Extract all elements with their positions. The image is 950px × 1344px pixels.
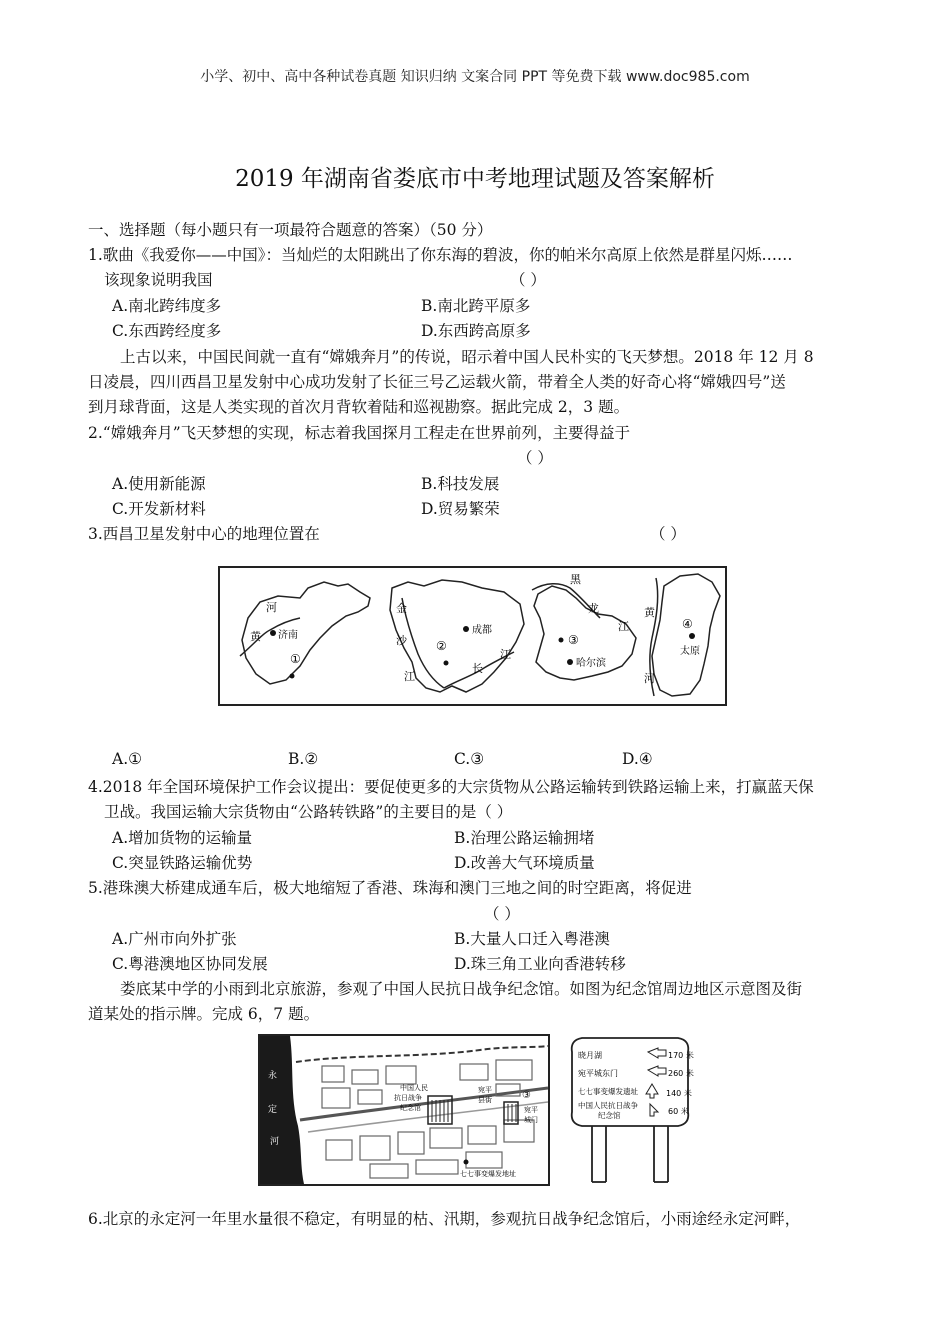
svg-text:②: ② — [436, 639, 447, 653]
q3-option-d: D.④ — [622, 750, 653, 768]
svg-text:黑: 黑 — [570, 573, 581, 586]
province-maps-figure — [218, 566, 727, 706]
q2-option-d: D.贸易繁荣 — [421, 500, 500, 518]
svg-text:城门: 城门 — [524, 1116, 538, 1124]
q1-stem-line2: 该现象说明我国 — [104, 271, 213, 289]
svg-text:抗日战争: 抗日战争 — [394, 1094, 422, 1102]
q1-stem-line1: 1.歌曲《我爱你——中国》：当灿烂的太阳跳出了你东海的碧波，你的帕米尔高原上依然是群星闪烁…… — [88, 246, 793, 264]
map-sichuan — [390, 580, 524, 692]
q4-stem-line2: 卫战。我国运输大宗货物由“公路转铁路”的主要目的是（ ） — [104, 803, 513, 821]
svg-text:纪念馆: 纪念馆 — [598, 1111, 621, 1120]
svg-text:③: ③ — [568, 633, 579, 647]
q5-option-a: A.广州市向外扩张 — [112, 930, 237, 948]
q4-option-a: A.增加货物的运输量 — [112, 829, 253, 847]
svg-text:龙: 龙 — [588, 602, 599, 615]
svg-text:中国人民: 中国人民 — [400, 1084, 428, 1092]
svg-text:江: 江 — [500, 648, 511, 661]
passage2-line1: 娄底某中学的小雨到北京旅游，参观了中国人民抗日战争纪念馆。如图为纪念馆周边地区示意图及街 — [120, 980, 803, 998]
q4-option-d: D.改善大气环境质量 — [454, 854, 595, 872]
q3-stem: 3.西昌卫星发射中心的地理位置在 — [88, 525, 320, 543]
svg-text:260 米: 260 米 — [668, 1069, 694, 1078]
svg-text:④: ④ — [682, 617, 693, 631]
q2-option-a: A.使用新能源 — [112, 475, 206, 493]
q1-answer-paren: （ ） — [510, 271, 546, 289]
q1-option-c: C.东西跨经度多 — [112, 322, 222, 340]
svg-text:永: 永 — [268, 1071, 278, 1081]
svg-text:140 米: 140 米 — [666, 1089, 692, 1098]
q2-stem: 2.“嫦娥奔月”飞天梦想的实现，标志着我国探月工程走在世界前列，主要得益于 — [88, 424, 631, 442]
svg-text:定: 定 — [268, 1105, 278, 1115]
section-heading: 一、选择题（每小题只有一项最符合题意的答案）（50 分） — [88, 221, 493, 239]
q3-option-c: C.③ — [454, 750, 485, 768]
q4-option-b: B.治理公路运输拥堵 — [454, 829, 595, 847]
q1-option-a: A.南北跨纬度多 — [112, 297, 222, 315]
page-title: 2019 年湖南省娄底市中考地理试题及答案解析 — [235, 166, 715, 192]
q2-option-c: C.开发新材料 — [112, 500, 206, 518]
street-signboard — [562, 1032, 698, 1184]
q1-option-d: D.东西跨高原多 — [421, 322, 531, 340]
q3-option-a: A.① — [112, 750, 143, 768]
svg-text:③: ③ — [522, 1090, 531, 1101]
q4-option-c: C.突显铁路运输优势 — [112, 854, 253, 872]
museum-area-map — [258, 1034, 550, 1186]
svg-text:宛平: 宛平 — [478, 1086, 492, 1094]
q5-option-b: B.大量人口迁入粤港澳 — [454, 930, 610, 948]
svg-text:纪念馆: 纪念馆 — [400, 1104, 421, 1112]
passage1-line3: 到月球背面，这是人类实现的首次月背软着陆和巡视勘察。据此完成 2，3 题。 — [88, 398, 630, 416]
map-heilongjiang — [532, 573, 636, 680]
q1-option-b: B.南北跨平原多 — [421, 297, 531, 315]
q5-option-d: D.珠三角工业向香港转移 — [454, 955, 626, 973]
q5-answer-paren: （ ） — [484, 905, 520, 923]
svg-text:①: ① — [290, 652, 301, 666]
q6-stem: 6.北京的永定河一年里水量很不稳定，有明显的枯、汛期，参观抗日战争纪念馆后，小雨途经永定河畔， — [88, 1210, 801, 1228]
passage1-line2: 日凌晨，四川西昌卫星发射中心成功发射了长征三号乙运载火箭，带着全人类的好奇心将“嫦娥四号”送 — [88, 373, 786, 391]
svg-text:中国人民抗日战争: 中国人民抗日战争 — [578, 1101, 638, 1110]
svg-text:金: 金 — [396, 602, 407, 615]
svg-text:60 米: 60 米 — [668, 1107, 689, 1116]
svg-text:河: 河 — [644, 672, 655, 685]
svg-text:黄: 黄 — [250, 630, 261, 643]
q4-stem-line1: 4.2018 年全国环境保护工作会议提出：要促使更多的大宗货物从公路运输转到铁路运输上来，打赢蓝天保 — [88, 778, 814, 796]
svg-text:沙: 沙 — [396, 634, 407, 647]
map-shandong — [240, 582, 370, 684]
svg-text:江: 江 — [404, 670, 415, 683]
page-header: 小学、初中、高中各种试卷真题 知识归纳 文案合同 PPT 等免费下载 www.doc985.com — [200, 69, 750, 85]
svg-text:太原: 太原 — [680, 646, 700, 657]
svg-text:河: 河 — [270, 1137, 280, 1147]
svg-text:七七事变爆发地址: 七七事变爆发地址 — [460, 1170, 516, 1178]
passage1-line1: 上古以来，中国民间就一直有“嫦娥奔月”的传说，昭示着中国人民朴实的飞天梦想。2018 年 12 月 8 — [120, 348, 814, 366]
svg-text:河: 河 — [266, 601, 277, 614]
svg-text:成都: 成都 — [472, 625, 492, 636]
svg-text:宛平城东门: 宛平城东门 — [578, 1069, 618, 1078]
signboard-svg — [562, 1032, 698, 1184]
svg-text:县街: 县街 — [478, 1096, 492, 1104]
q3-option-b: B.② — [288, 750, 319, 768]
q2-option-b: B.科技发展 — [421, 475, 500, 493]
museum-area-map-svg — [260, 1036, 548, 1184]
svg-text:长: 长 — [472, 662, 483, 675]
passage2-line2: 道某处的指示牌。完成 6，7 题。 — [88, 1005, 320, 1023]
q5-option-c: C.粤港澳地区协同发展 — [112, 955, 268, 973]
svg-text:晓月湖: 晓月湖 — [578, 1051, 602, 1060]
svg-text:七七事变爆发遗址: 七七事变爆发遗址 — [578, 1087, 638, 1096]
svg-text:宛平: 宛平 — [524, 1106, 538, 1114]
q3-answer-paren: （ ） — [650, 525, 686, 543]
svg-text:170 米: 170 米 — [668, 1051, 694, 1060]
map-shanxi — [644, 574, 720, 696]
svg-text:黄: 黄 — [644, 606, 655, 619]
province-maps-svg — [220, 568, 725, 704]
svg-text:江: 江 — [618, 620, 629, 633]
svg-text:哈尔滨: 哈尔滨 — [576, 658, 606, 669]
q2-answer-paren: （ ） — [517, 449, 553, 467]
svg-text:济南: 济南 — [278, 630, 298, 641]
q5-stem: 5.港珠澳大桥建成通车后，极大地缩短了香港、珠海和澳门三地之间的时空距离，将促进 — [88, 879, 692, 897]
